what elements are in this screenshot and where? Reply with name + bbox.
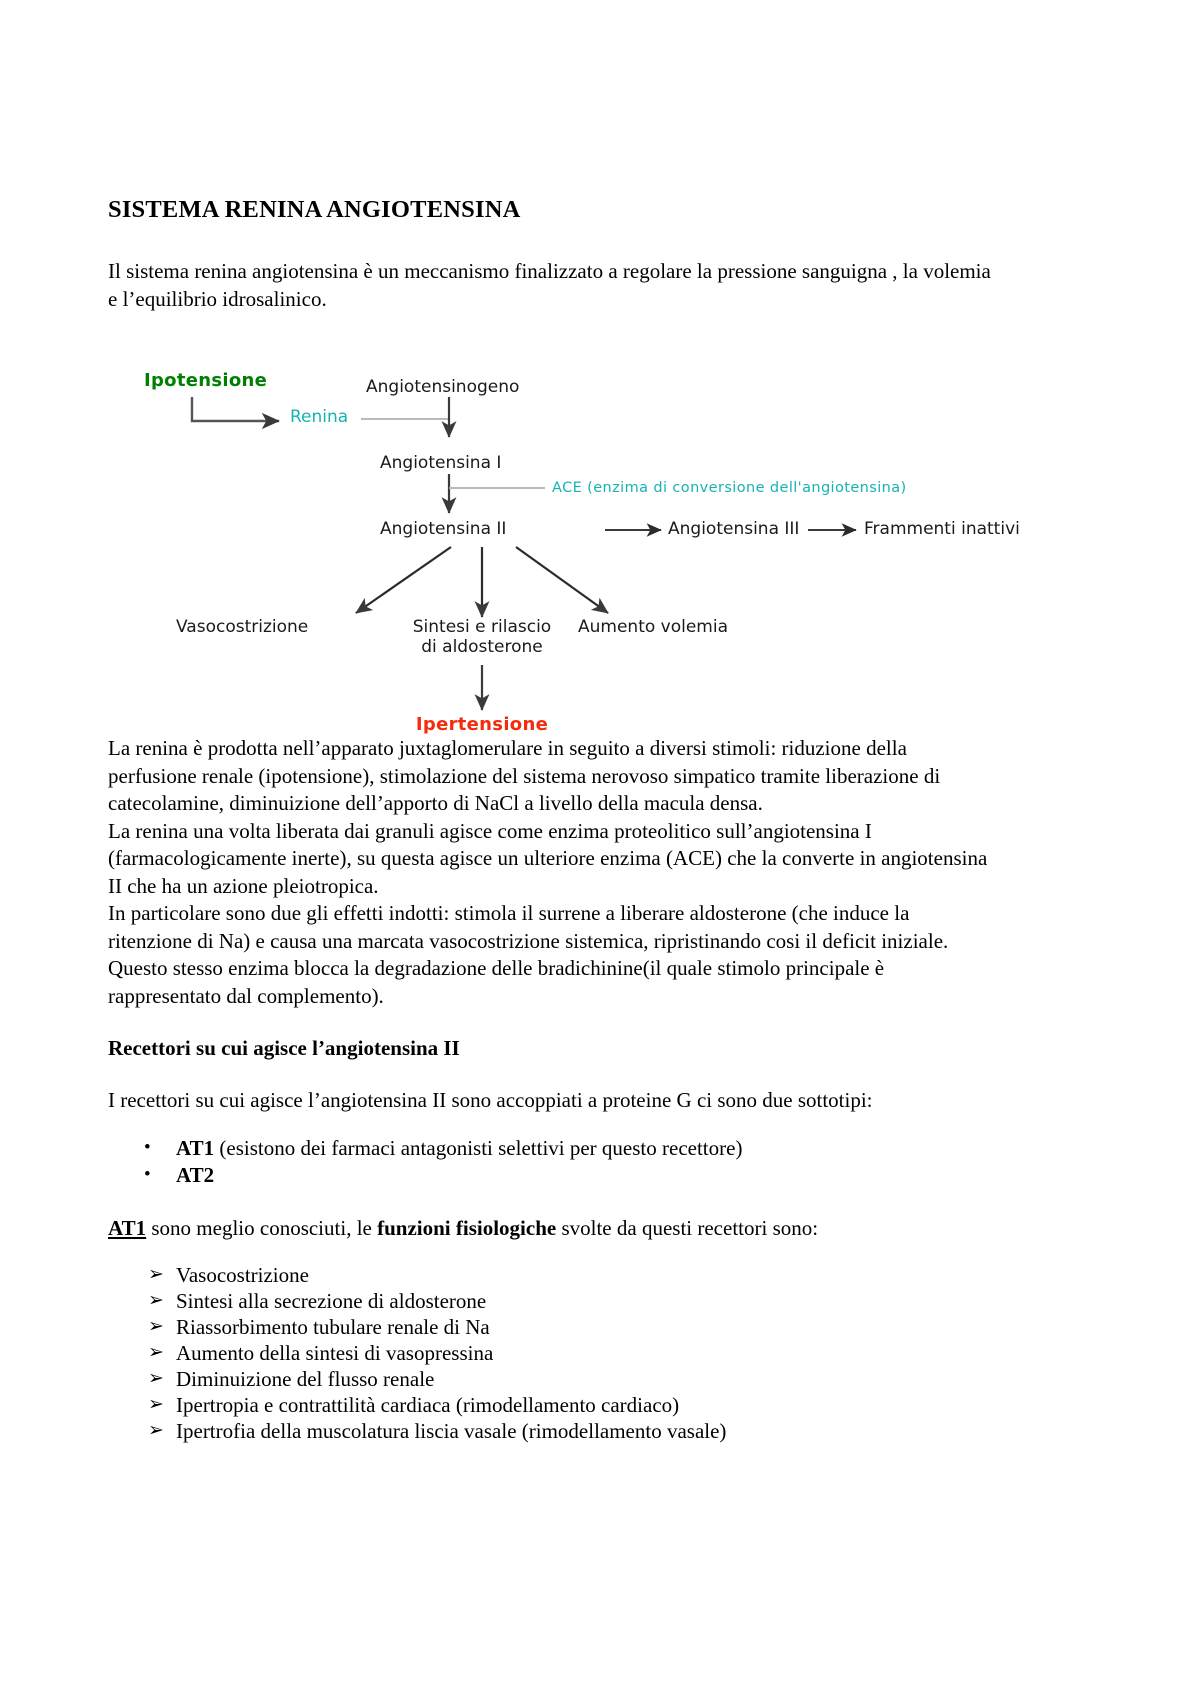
diagram-node-aldosterone xyxy=(380,617,584,657)
at1-lead-bold: funzioni fisiologiche xyxy=(377,1215,557,1240)
diagram-node-renina: Renina xyxy=(290,407,349,427)
receptor-subtypes-list xyxy=(108,1135,998,1189)
arrow-bullet-icon: ➢ xyxy=(148,1290,164,1311)
diagram-node-aldosterone-line2: di aldosterone xyxy=(421,637,543,657)
arrow-bullet-icon: ➢ xyxy=(148,1394,164,1415)
list-item-label: Ipertrofia della muscolatura liscia vasale (rimodellamento vasale) xyxy=(176,1419,727,1443)
diagram-node-angiotensina-iii: Angiotensina III xyxy=(668,519,800,539)
diagram-node-angiotensinogeno: Angiotensinogeno xyxy=(366,377,520,397)
list-item xyxy=(108,1418,998,1444)
at1-functions-list xyxy=(108,1262,998,1444)
diagram-node-aldosterone-line1: Sintesi e rilascio xyxy=(412,617,552,637)
body-paragraph-2: La renina una volta liberata dai granuli agisce come enzima proteolitico sull’angiotensina I (farmacologicamente inerte), su questa agisce un ulteriore enzima (ACE) che la converte in angiotensina II che ha un azione pleiotropica. xyxy=(108,818,988,898)
list-item-label: Aumento della sintesi di vasopressina xyxy=(176,1341,494,1365)
at1-lead-end: svolte da questi recettori sono: xyxy=(556,1215,819,1240)
list-item xyxy=(108,1135,998,1162)
list-item-label: Ipertropia e contrattilità cardiaca (rimodellamento cardiaco) xyxy=(176,1393,680,1417)
arrow-bullet-icon: ➢ xyxy=(148,1420,164,1441)
diagram-node-angiotensina-i: Angiotensina I xyxy=(380,453,502,473)
arrow-bullet-icon: ➢ xyxy=(148,1368,164,1389)
list-item xyxy=(108,1366,998,1392)
list-item xyxy=(108,1392,998,1418)
diagram-node-ipotensione: Ipotensione xyxy=(144,370,268,391)
list-item xyxy=(108,1288,998,1314)
diagram-node-vasocostrizione: Vasocostrizione xyxy=(176,617,309,637)
receptors-heading: Recettori su cui agisce l’angiotensina II xyxy=(108,1036,460,1060)
diagram-node-ace: ACE (enzima di conversione dell'angiotensina) xyxy=(552,480,907,496)
list-item-label: Riassorbimento tubulare renale di Na xyxy=(176,1315,490,1339)
arrow-bullet-icon: ➢ xyxy=(148,1342,164,1363)
bullet-icon: • xyxy=(144,1136,151,1158)
receptor-label-at2: AT2 xyxy=(176,1162,215,1187)
intro-paragraph: Il sistema renina angiotensina è un meccanismo finalizzato a regolare la pressione sanguigna , la volemia e l’equilibrio idrosalinico. xyxy=(108,259,991,311)
list-item xyxy=(108,1162,998,1189)
arrow-bullet-icon: ➢ xyxy=(148,1316,164,1337)
list-item xyxy=(108,1314,998,1340)
page-title: SISTEMA RENINA ANGIOTENSINA xyxy=(108,196,521,223)
body-paragraph-3: In particolare sono due gli effetti indotti: stimola il surrene a liberare aldosterone (che induce la ritenzione di Na) e causa una marcata vasocostrizione sistemica, ripristinando cosi il deficit iniziale. Questo stesso enzima blocca la degradazione delle bradichinine(il quale stimolo principale è rappresentato dal complemento). xyxy=(108,901,949,1008)
list-item-label: Diminuizione del flusso renale xyxy=(176,1367,435,1391)
diagram-node-angiotensina-ii: Angiotensina II xyxy=(380,519,507,539)
receptor-label-at1: AT1 xyxy=(176,1135,215,1160)
diagram-node-ipertensione: Ipertensione xyxy=(415,714,549,735)
renin-angiotensin-diagram xyxy=(108,365,1020,735)
list-item-label: Vasocostrizione xyxy=(176,1263,309,1287)
receptor-note-at1: (esistono dei farmaci antagonisti selettivi per questo recettore) xyxy=(214,1135,743,1160)
diagram-arrows xyxy=(108,365,998,735)
diagram-node-aumento-volemia: Aumento volemia xyxy=(578,617,729,637)
receptors-intro: I recettori su cui agisce l’angiotensina II sono accoppiati a proteine G ci sono due sottotipi: xyxy=(108,1088,873,1112)
list-item xyxy=(108,1340,998,1366)
diagram-node-frammenti-inattivi: Frammenti inattivi xyxy=(864,519,1020,539)
bullet-icon: • xyxy=(144,1163,151,1185)
at1-lead-paragraph xyxy=(108,1215,998,1243)
arrow-bullet-icon: ➢ xyxy=(148,1264,164,1285)
at1-lead-mid: sono meglio conosciuti, le xyxy=(146,1215,378,1240)
list-item xyxy=(108,1262,998,1288)
list-item-label: Sintesi alla secrezione di aldosterone xyxy=(176,1289,487,1313)
at1-underlined-label: AT1 xyxy=(108,1215,147,1240)
document-content xyxy=(108,196,1020,1444)
body-paragraph-1: La renina è prodotta nell’apparato juxtaglomerulare in seguito a diversi stimoli: riduzione della perfusione renale (ipotensione), stimolazione del sistema nerovoso simpatico tramite liberazione di catecolamine, diminuizione dell’apporto di NaCl a livello della macula densa. xyxy=(108,736,941,815)
